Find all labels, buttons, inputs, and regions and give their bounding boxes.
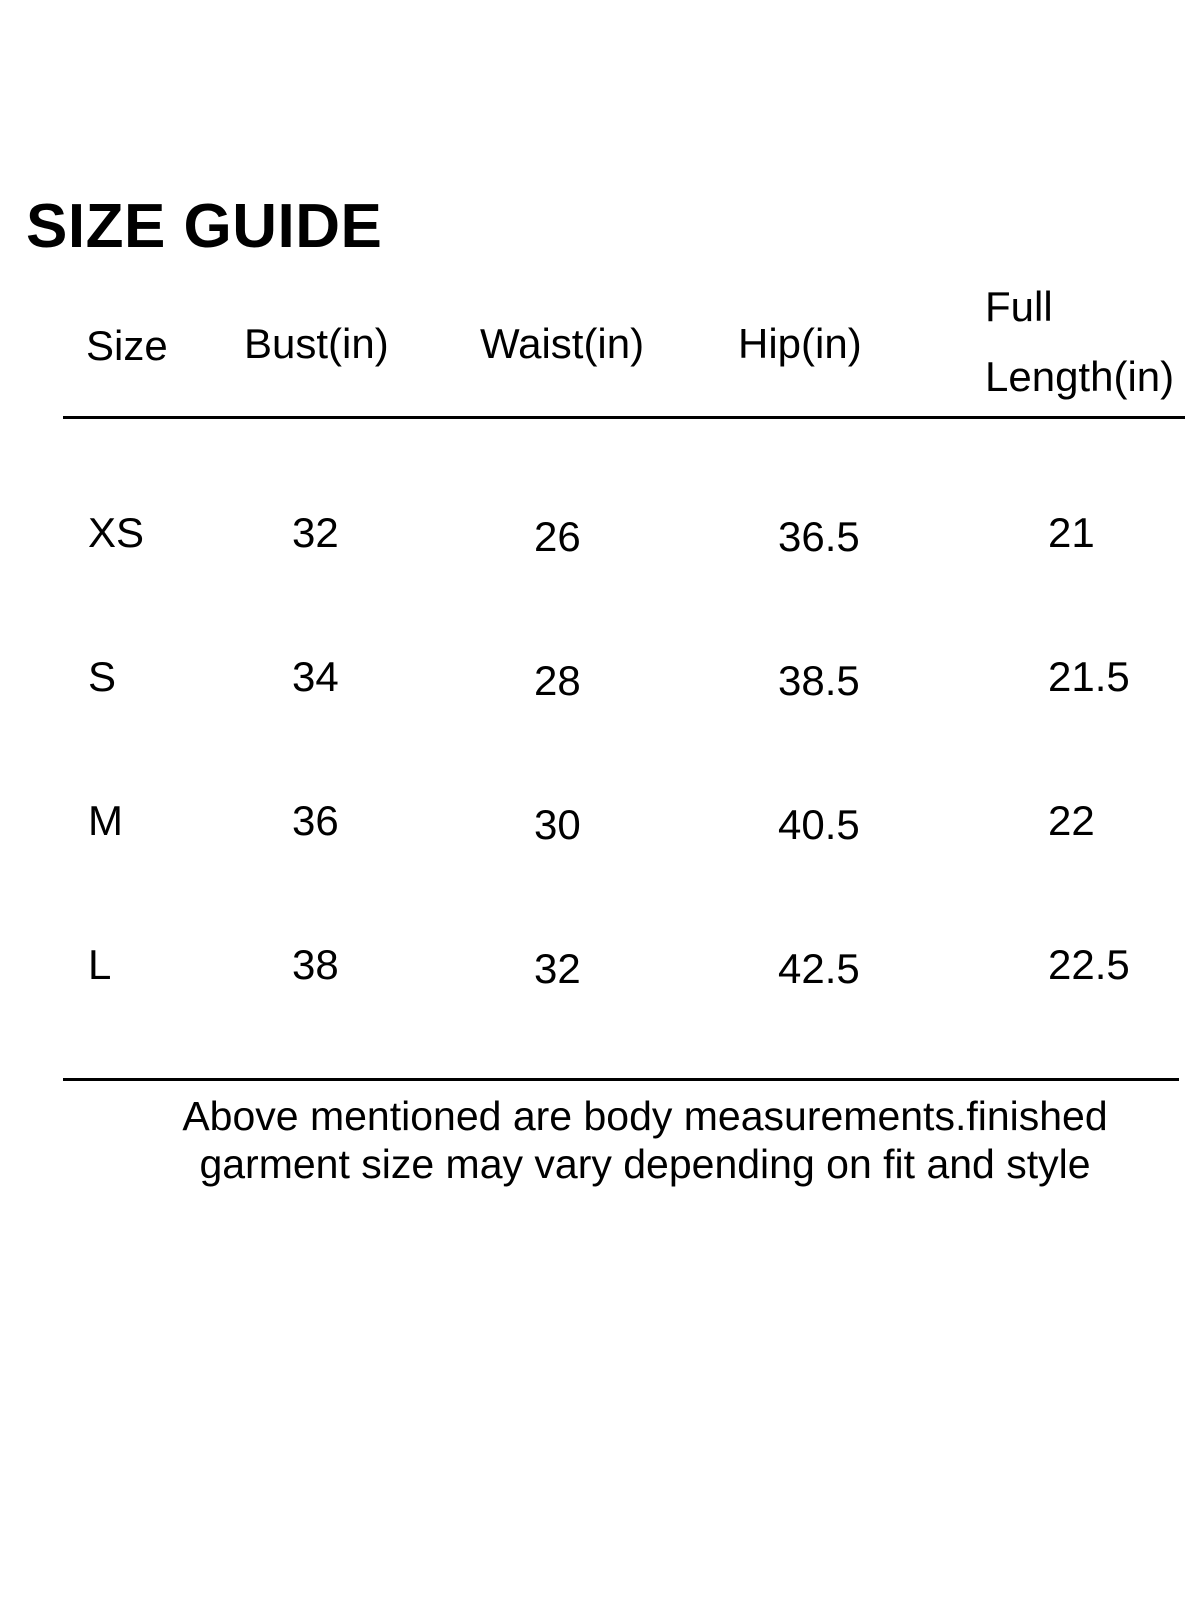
page-title: SIZE GUIDE <box>26 192 383 261</box>
column-header-full-length: Full Length(in) <box>985 283 1175 400</box>
cell-size: XS <box>88 509 145 556</box>
cell-bust: 38 <box>292 941 339 988</box>
cell-waist: 30 <box>534 801 581 848</box>
cell-full-length: 21 <box>1048 509 1095 556</box>
footer-divider <box>63 1078 1179 1081</box>
measurement-note: Above mentioned are body measurements.finished garment size may vary depending on fit and style <box>182 1093 1108 1187</box>
cell-full-length: 22 <box>1048 797 1095 844</box>
cell-size: M <box>88 797 123 844</box>
cell-full-length: 22.5 <box>1048 941 1130 988</box>
cell-waist: 26 <box>534 513 581 560</box>
cell-hip: 38.5 <box>778 657 860 704</box>
cell-bust: 34 <box>292 653 339 700</box>
column-header-hip: Hip(in) <box>738 320 862 367</box>
column-header-bust: Bust(in) <box>244 320 389 367</box>
cell-waist: 28 <box>534 657 581 704</box>
column-header-waist: Waist(in) <box>480 320 645 367</box>
cell-full-length: 21.5 <box>1048 653 1130 700</box>
cell-hip: 36.5 <box>778 513 860 560</box>
cell-size: L <box>88 941 112 988</box>
cell-bust: 36 <box>292 797 339 844</box>
column-header-size: Size <box>86 322 168 369</box>
cell-bust: 32 <box>292 509 339 556</box>
cell-hip: 42.5 <box>778 945 860 992</box>
cell-hip: 40.5 <box>778 801 860 848</box>
cell-size: S <box>88 653 117 700</box>
header-divider <box>63 416 1185 419</box>
cell-waist: 32 <box>534 945 581 992</box>
